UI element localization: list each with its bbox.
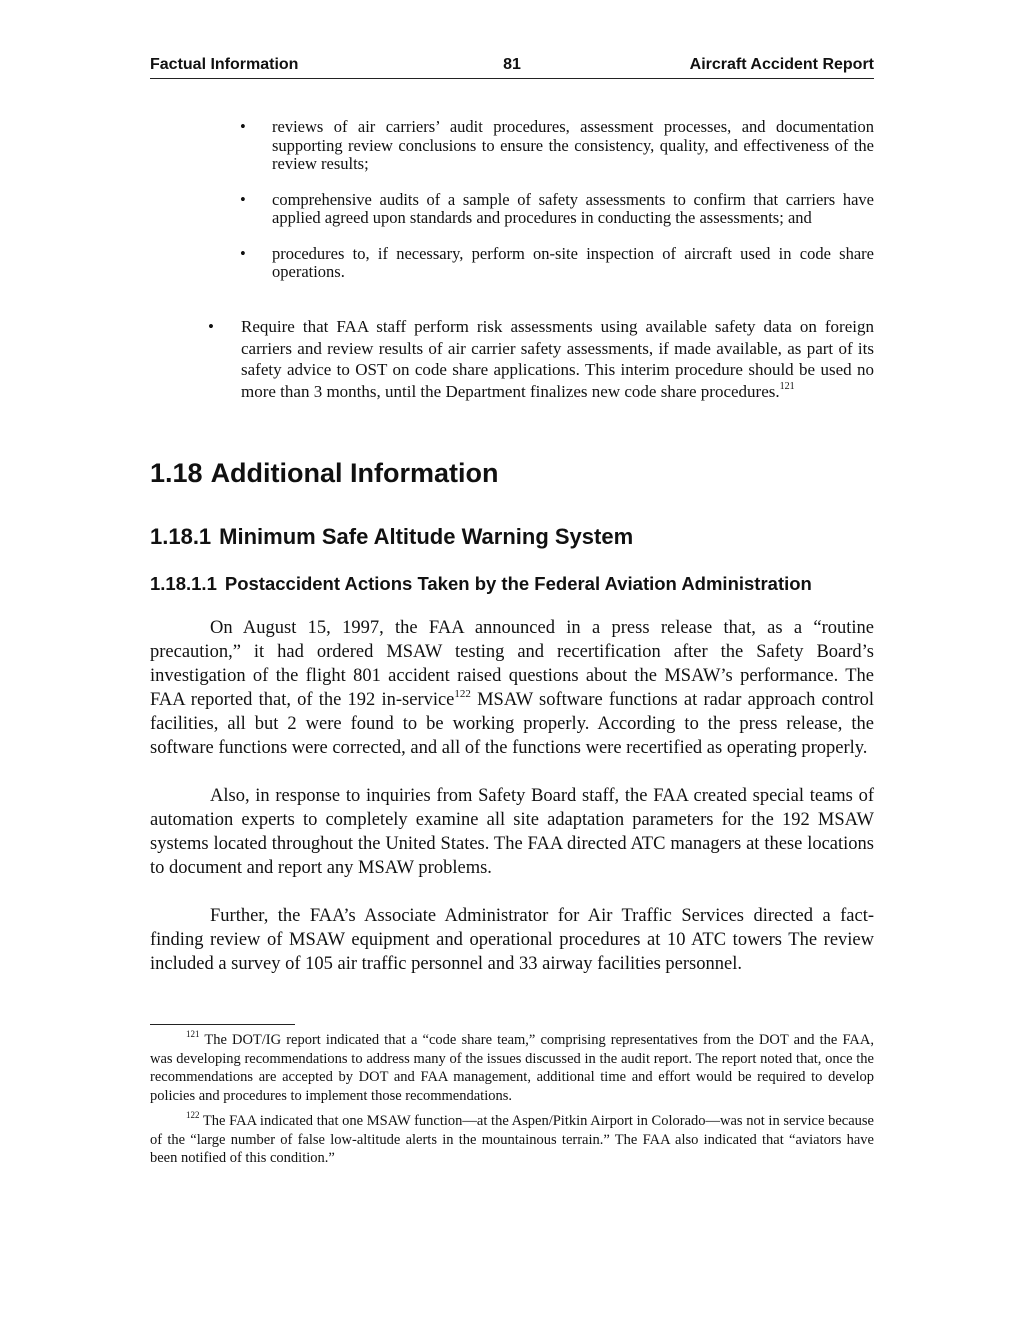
paragraph-text: On August 15, 1997, the FAA announced in a press release that, as a “routine precaution,” it had ordered MSAW testing and recertification after the Safety Board’s investigation of the flight 801 accident raised questions about the MSAW’s performance. The FAA reported that, of the 192 in-service	[150, 618, 874, 710]
paragraph	[150, 616, 874, 760]
body-text	[150, 616, 874, 1000]
header-report-title: Aircraft Accident Report	[689, 56, 874, 73]
document-page	[150, 0, 874, 1325]
sub-bullet-item	[240, 118, 874, 174]
main-bullet-text: Require that FAA staff perform risk assessments using available safety data on foreign carriers and review results of air carrier safety assessments, if made available, as part of its safety advice to OST on code share applications. This interim procedure should be used no more than 3 months, until the Department finalizes new code share procedures.	[241, 317, 874, 401]
bullet-icon: •	[240, 117, 246, 136]
bullet-icon: •	[240, 243, 246, 263]
sub-bullet-text: comprehensive audits of a sample of safety assessments to confirm that carriers have applied agreed upon standards and procedures in conducting the assessments; and	[272, 189, 874, 227]
footnote-number: 121	[186, 1029, 200, 1040]
footnote-reference[interactable]: 122	[454, 687, 471, 700]
header-section-title: Factual Information	[150, 56, 299, 73]
sub-bullet-item	[240, 191, 874, 228]
bullet-icon: •	[208, 317, 214, 336]
subsubsection-heading	[150, 573, 812, 595]
subsection-title: Minimum Safe Altitude Warning System	[219, 524, 634, 549]
footnote-text: The FAA indicated that one MSAW function—at the Aspen/Pitkin Airport in Colorado—was not in service because of the “large number of false low-altitude alerts in the mountainous terrain.” The FAA also indicated that “aviators have been notified of this condition.”	[150, 1113, 874, 1166]
paragraph: Also, in response to inquiries from Safety Board staff, the FAA created special teams of automation experts to completely examine all site adaptation parameters for the 192 MSAW systems located throughout the United States. The FAA directed ATC managers at these locations to document and report any MSAW problems.	[150, 786, 874, 878]
paragraph-text: MSAW software functions at radar approach control facilities, all but 2 were found to be working properly. According to the press release, the software functions were corrected, and all of the functions were recertified as operating properly.	[150, 690, 874, 758]
subsubsection-title: Postaccident Actions Taken by the Federal Aviation Administration	[224, 573, 812, 594]
sub-bullet-text: procedures to, if necessary, perform on-site inspection of aircraft used in code share operations.	[272, 243, 874, 281]
subsubsection-number: 1.18.1.1	[150, 573, 217, 594]
main-bullet-text-block	[208, 316, 874, 402]
subsection-heading	[150, 524, 633, 550]
footnote-divider	[150, 1024, 295, 1025]
footnote	[150, 1112, 874, 1168]
section-heading	[150, 458, 499, 489]
section-number: 1.18	[150, 458, 203, 488]
main-bullet-item	[208, 316, 874, 402]
bullet-icon: •	[240, 189, 246, 209]
footnote	[150, 1031, 874, 1105]
paragraph: Further, the FAA’s Associate Administrator for Air Traffic Services directed a fact-finding review of MSAW equipment and operational procedures at 10 ATC towers The review included a survey of 105 air traffic personnel and 33 airway facilities personnel.	[150, 906, 874, 974]
footnotes	[150, 1031, 874, 1175]
footnote-number: 122	[186, 1110, 200, 1121]
footnote-reference[interactable]: 121	[779, 380, 795, 392]
footnote-text: The DOT/IG report indicated that a “code share team,” comprising representatives from the DOT and the FAA, was developing recommendations to address many of the issues discussed in the audit report. The report noted that, once the recommendations are accepted by DOT and FAA management, additional time and effort would be required to develop policies and procedures to implement those recommendations.	[150, 1032, 874, 1104]
sub-bullet-list	[240, 118, 874, 299]
header-page-number: 81	[503, 56, 521, 73]
sub-bullet-text: reviews of air carriers’ audit procedures, assessment processes, and documentation supporting review conclusions to ensure the consistency, quality, and effectiveness of the review results;	[272, 117, 874, 173]
section-title: Additional Information	[210, 458, 499, 488]
running-header	[150, 56, 874, 79]
sub-bullet-item	[240, 245, 874, 282]
subsection-number: 1.18.1	[150, 524, 212, 549]
